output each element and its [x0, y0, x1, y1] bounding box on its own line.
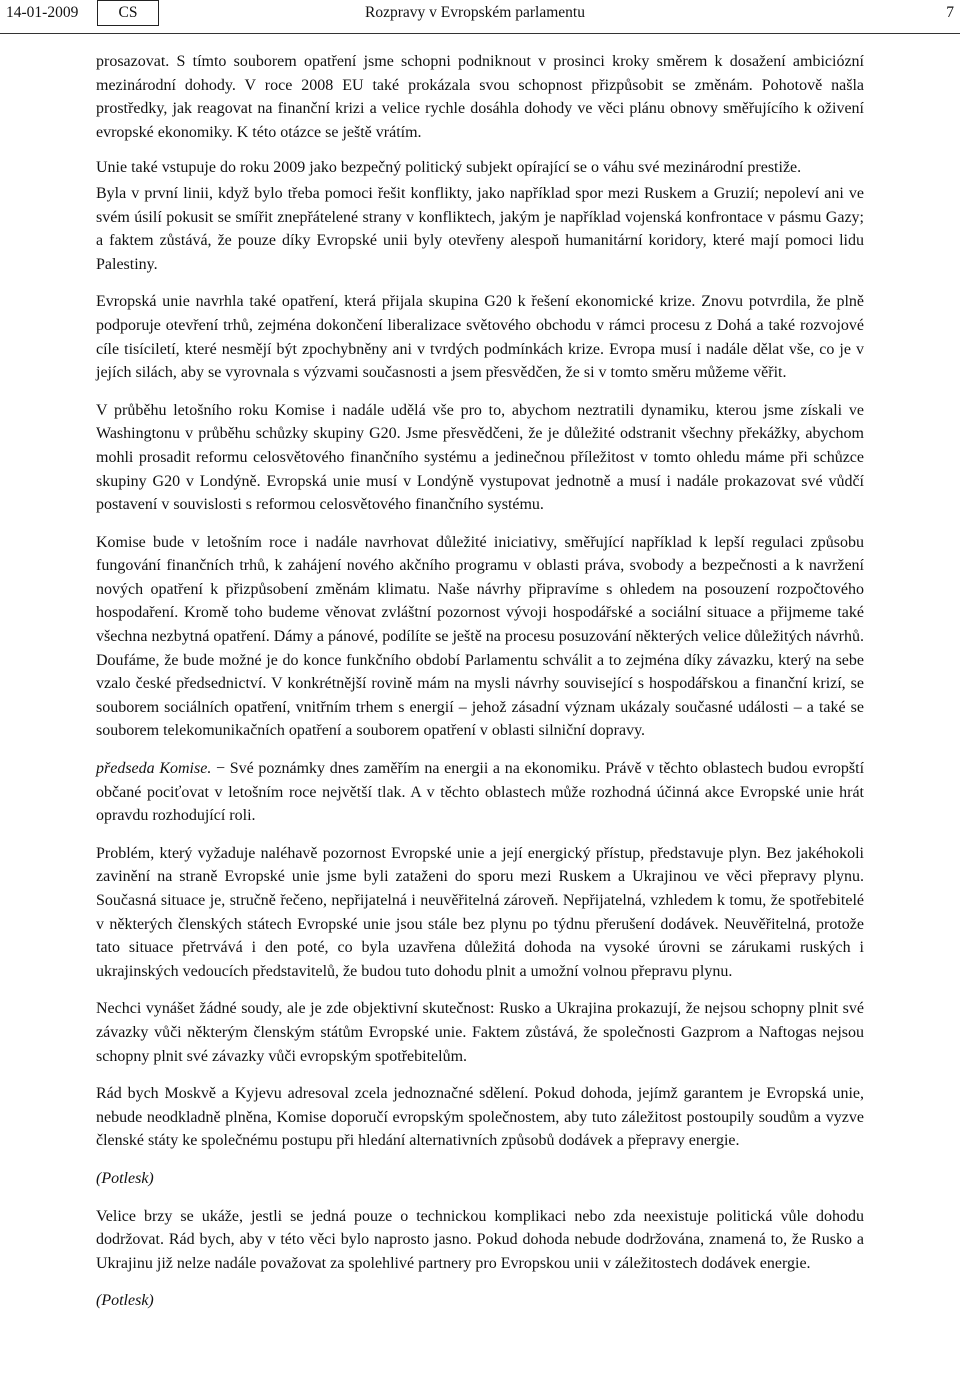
paragraph: Unie také vstupuje do roku 2009 jako bezpečný politický subjekt opírající se o váhu své mezinárodní prestiže.: [96, 159, 802, 177]
paragraph: prosazovat. S tímto souborem opatření jsme schopni podniknout v prosinci kroky směrem k dosažení ambiciózní mezinárodní dohody. V roce 2008 EU také prokázala svou schopnost přizpůsobit se změnám. Pohotově našla prostředky, jak reagovat na finanční krizi a velice rychle dosáhla dohody ve věci plánu obnovy směřujícího k oživení evropské ekonomiky. K této otázce se ještě vrátím.: [96, 53, 864, 141]
page-header: [0, 0, 960, 28]
paragraph: Byla v první linii, když bylo třeba pomoci řešit konflikty, jako například spor mezi Ruskem a Gruzií; nepoleví ani ve svém úsilí pokusit se smířit znepřátelené strany v konfliktech, jakým je například vojenská konfrontace v pásmu Gazy; a faktem zůstává, že pouze díky Evropské unii byly otevřeny alespoň humanitární koridory, které mají pomoci lidu Palestiny.: [96, 184, 864, 273]
applause-note: (Potlesk): [96, 1169, 154, 1187]
paragraph: Rád bych Moskvě a Kyjevu adresoval zcela jednoznačné sdělení. Pokud dohoda, jejímž garantem je Evropská unie, nebude neodkladně plněna, Komise doporučí evropským společnostem, aby tuto záležitost postoupily soudům a vyzve členské státy ke společnému postupu při hledání alternativních způsobů dodávek a přepravy energie.: [96, 1085, 864, 1150]
speaker-name: předseda Komise.: [96, 760, 212, 778]
document-body: [96, 50, 864, 1327]
speaker-text: − Své poznámky dnes zaměřím na energii a na ekonomiku. Právě v těchto oblastech budou evropští občané pociťovat v letošním roce největší tlak. A v těchto oblastech může rozhodná účinná akce Evropské unie hrát opravdu rozhodující roli.: [96, 760, 865, 825]
paragraph: Velice brzy se ukáže, jestli se jedná pouze o technickou komplikaci nebo zda neexistuje politická vůle dohodu dodržovat. Rád bych, aby v této věci bylo naprosto jasno. Pokud dohoda nebude dodržována, znamená to, že Rusko a Ukrajinu již nelze nadále považovat za spolehlivé partnery pro Evropskou unii v záležitostech dodávek energie.: [96, 1207, 864, 1272]
paragraph: Nechci vynášet žádné soudy, ale je zde objektivní skutečnost: Rusko a Ukrajina prokazují, že nejsou schopny plnit své závazky vůči některým členským státům Evropské unie. Faktem zůstává, že společnosti Gazprom a Naftogas nejsou schopny plnit své závazky vůči evropským spotřebitelům.: [96, 1000, 864, 1065]
page-number: 7: [946, 4, 954, 21]
paragraph: Problém, který vyžaduje naléhavě pozornost Evropské unie a její energický přístup, představuje plyn. Bez jakéhokoli zavinění na straně Evropské unie jsme byli zataženi do sporu mezi Ruskem a Ukrajinou ve věci přepravy plynu. Současná situace je, stručně řečeno, nepřijatelná i neuvěřitelná zároveň. Nepřijatelná, vzhledem k tomu, že spotřebitelé v některých členských státech Evropské unie jsou stále bez plynu po týdnu přerušení dodávek. Neuvěřitelná, protože tato situace přetrvává i den poté, co byla uzavřena důležitá dohoda na vysoké úrovni se zárukami ruských i ukrajinských vedoucích představitelů, že budou tuto dohodu plnit a umožní volnou přepravu plynu.: [96, 844, 864, 980]
paragraph: Evropská unie navrhla také opatření, která přijala skupina G20 k řešení ekonomické krize. Znovu potvrdila, že plně podporuje otevření trhů, zejména dokončení liberalizace světového obchodu v rámci procesu z Dohá a také rozvojové cíle tisíciletí, které nesmějí být zpochybněny ani v tvrdých podmínkách krize. Evropa musí i nadále dělat vše, co je v jejích silách, aby se vyrovnala s výzvami současnosti a jsem přesvědčen, že si v tomto směru můžeme věřit.: [96, 293, 864, 382]
paragraph: V průběhu letošního roku Komise i nadále udělá vše pro to, abychom neztratili dynamiku, kterou jsme získali ve Washingtonu v průběhu schůzky skupiny G20. Jsme přesvědčeni, že je důležité odstranit všechny překážky, abychom mohli prosadit reformu celosvětového finančního systému a jedinečnou příležitost v tomto ohledu máme při schůzce skupiny G20 v Londýně. Evropská unie musí v Londýně vystupovat jednotně a musí i nadále prokazovat své vůdčí postavení v souvislosti s reformou celosvětového finančního systému.: [96, 401, 864, 514]
speaker-paragraph: [96, 757, 864, 828]
header-title: Rozpravy v Evropském parlamentu: [365, 4, 585, 21]
applause-note: (Potlesk): [96, 1292, 154, 1310]
language-badge: CS: [97, 0, 159, 26]
header-date: 14-01-2009: [6, 4, 79, 21]
paragraph: Komise bude v letošním roce i nadále navrhovat důležité iniciativy, směřující například k lepší regulaci způsobu fungování finančních trhů, k zahájení nového akčního programu v oblasti práva, svobody a bezpečnosti a k navržení nových opatření k přizpůsobení změnám klimatu. Naše návrhy připravíme s ohledem na posouzení rozpočtového hospodaření. Kromě toho budeme věnovat zvláštní pozornost vývoji hospodářské a sociální situace a přijmeme také všechna nezbytná opatření. Dámy a pánové, podílíte se ještě na procesu posuzování některých velice důležitých návrhů. Doufáme, že bude možné je do konce funkčního období Parlamentu schválit a to zejména díky závazku, který na sebe vzalo české předsednictví. V konkrétnější rovině mám na mysli návrhy související s hospodářskou a finanční krizí, se souborem sociálních opatření, vnitřním trhem s energií – jehož zásadní význam ukázaly současné události – a také se souborem telekomunikačních opatření a souborem opatření v oblasti silniční dopravy.: [96, 533, 864, 740]
header-divider: [0, 33, 960, 34]
